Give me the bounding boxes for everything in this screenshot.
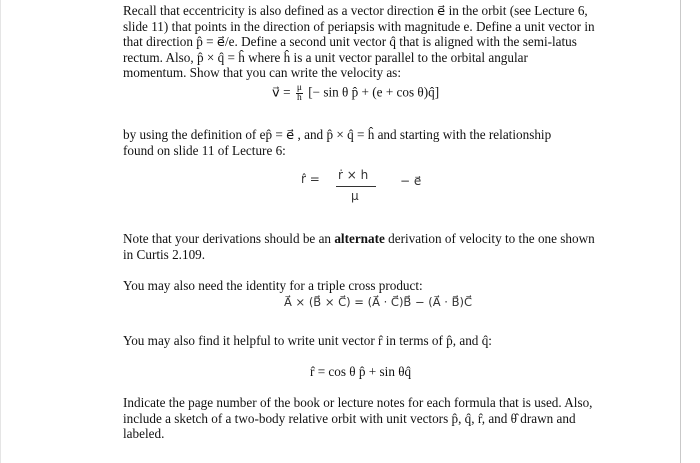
instructions-line-2: include a sketch of a two-body relative orbit with unit vectors p̂, q̂, r̂, and θ̂ drawn and (123, 410, 576, 426)
identity-paragraph (123, 278, 623, 294)
fraction-numerator: μ (296, 83, 302, 93)
hw-rhs: − e⃗ (400, 174, 422, 188)
hw-numerator: ṙ × h (338, 168, 369, 182)
hw-denominator: μ (351, 189, 359, 203)
definition-paragraph (123, 127, 623, 158)
fraction-denominator: h (297, 93, 302, 103)
definition-line-2: found on slide 11 of Lecture 6: (123, 142, 286, 158)
hw-lhs: r̂ = (301, 172, 320, 186)
velocity-equation (272, 84, 439, 103)
unit-vector-paragraph (123, 333, 623, 349)
handwritten-triple-product: A⃗ × (B⃗ × C⃗) = (A⃗ · C⃗)B⃗ − (A⃗ · B⃗)C⃗ (284, 295, 472, 309)
intro-line-1: Recall that eccentricity is also defined as a vector direction e⃗ in the orbit (see Lecture 6, (123, 3, 588, 18)
velocity-rhs: [− sin θ p̂ + (e + cos θ)q̂] (308, 84, 440, 100)
note-bold-word: alternate (334, 231, 385, 246)
intro-line-3: that direction p̂ = e⃗/e. Define a second unit vector q̂ that is aligned with the semi-latus (123, 34, 577, 50)
intro-paragraph (123, 3, 623, 81)
r-hat-equation: r̂ = cos θ p̂ + sin θq̂ (310, 364, 412, 379)
instructions-paragraph (123, 395, 623, 442)
note-text-after: derivation of velocity to the one shown (384, 231, 595, 246)
hw-fraction-bar (336, 186, 376, 187)
page-edge-right (680, 0, 681, 463)
definition-line-1: by using the definition of ep̂ = e⃗ , and p̂ × q̂ = ĥ and starting with the relationship (123, 127, 552, 142)
mu-over-h-fraction (296, 84, 303, 103)
identity-line-1: You may also need the identity for a triple cross product: (123, 278, 423, 293)
intro-line-5: momentum. Show that you can write the velocity as: (123, 65, 401, 81)
note-paragraph (123, 231, 623, 262)
intro-line-4: rectum. Also, p̂ × q̂ = ĥ where ĥ is a unit vector parallel to the orbital angular (123, 49, 528, 65)
intro-line-2: slide 11) that points in the direction of periapsis with magnitude e. Define a unit vector in (123, 18, 595, 34)
instructions-line-3: labeled. (123, 426, 165, 442)
note-line-2: in Curtis 2.109. (123, 246, 206, 262)
velocity-lhs: v⃗ = (272, 84, 291, 100)
instructions-line-1: Indicate the page number of the book or lecture notes for each formula that is used. Also, (123, 395, 593, 410)
note-line-1 (123, 231, 623, 247)
unit-vector-line-1: You may also find it helpful to write unit vector r̂ in terms of p̂, and q̂: (123, 333, 492, 348)
page-edge-left (0, 0, 1, 463)
note-text-before: Note that your derivations should be an (123, 231, 335, 246)
